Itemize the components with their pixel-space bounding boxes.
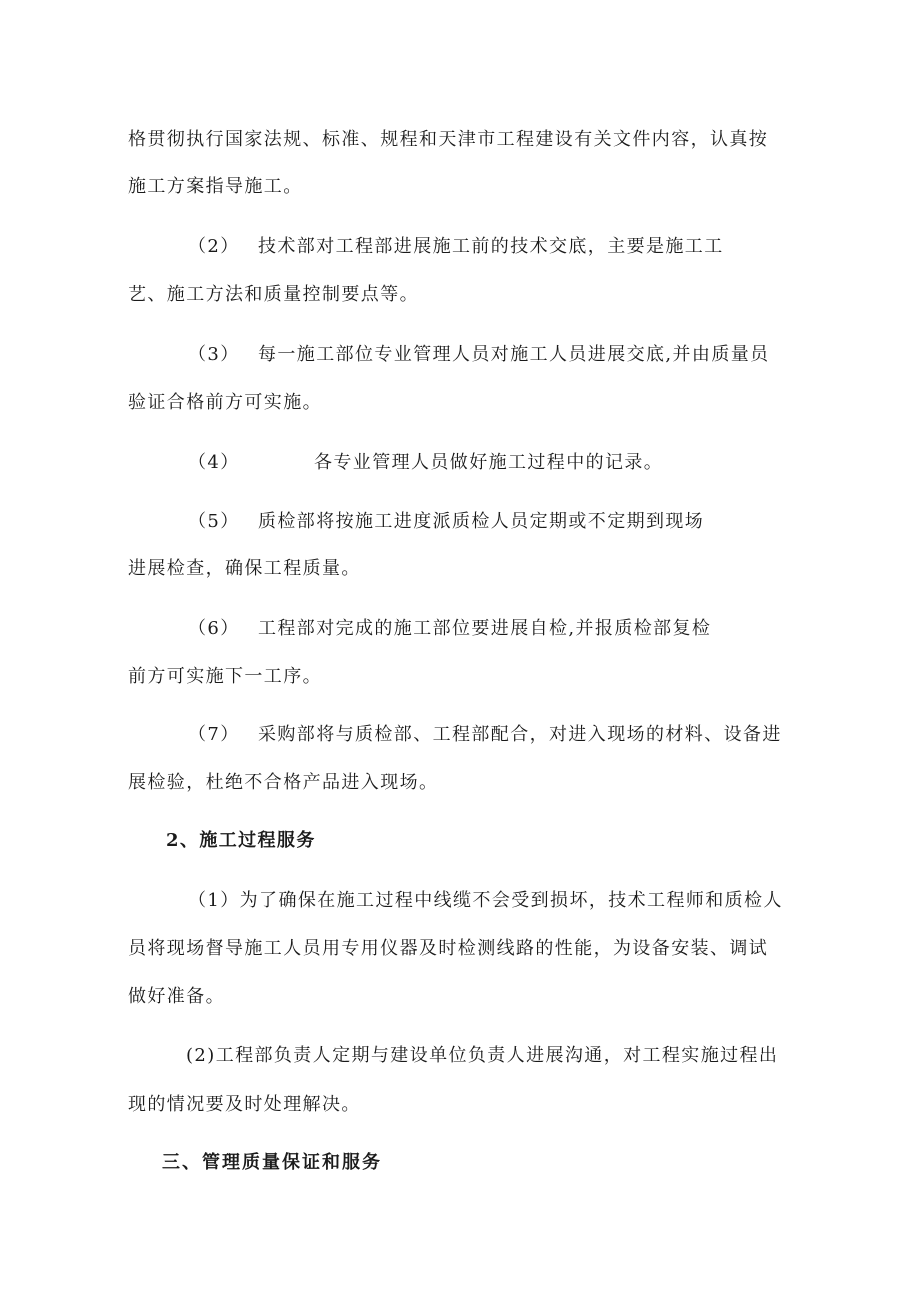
item-text: 技术部对工程部进展施工前的技术交底，主要是施工工 [258, 236, 724, 257]
item-text: 采购部将与质检部、工程部配合，对进入现场的材料、设备进 [258, 724, 782, 745]
item-5-continuation: 进展检查，确保工程质量。 [128, 558, 361, 579]
section-2-p2-line-2: 现的情况要及时处理解决。 [128, 1094, 361, 1115]
item-7-continuation: 展检验，杜绝不合格产品进入现场。 [128, 772, 439, 793]
item-text: 质检部将按施工进度派质检人员定期或不定期到现场 [258, 511, 705, 532]
item-number: （4） [188, 452, 240, 473]
item-6-continuation: 前方可实施下一工序。 [128, 666, 322, 687]
section-2-p1-line-2: 员将现场督导施工人员用专用仪器及时检测线路的性能，为设备安装、调试 [128, 938, 769, 959]
item-2-continuation: 艺、施工方法和质量控制要点等。 [128, 284, 419, 305]
item-3-continuation: 验证合格前方可实施。 [128, 392, 322, 413]
list-item-2 [188, 235, 724, 259]
item-text: 工程部对完成的施工部位要进展自检,并报质检部复检 [258, 618, 712, 639]
section-2-p1-line-1: （1）为了确保在施工过程中线缆不会受到损坏，技术工程师和质检人 [188, 890, 783, 911]
section-2-p1-line-3: 做好准备。 [128, 986, 225, 1007]
list-item-6 [188, 617, 711, 641]
item-text: 各专业管理人员做好施工过程中的记录。 [314, 452, 664, 473]
intro-line-1: 格贯彻执行国家法规、标准、规程和天津市工程建设有关文件内容，认真按 [128, 129, 769, 150]
list-item-3 [188, 343, 770, 367]
list-item-5 [188, 510, 704, 534]
item-number: （6） [188, 618, 240, 639]
item-text: 每一施工部位专业管理人员对施工人员进展交底,并由质量员 [258, 344, 770, 365]
item-number: （2） [188, 236, 240, 257]
section-2-p2-line-1: (2)工程部负责人定期与建设单位负责人进展沟通，对工程实施过程出 [186, 1045, 779, 1066]
section-3-heading: 三、管理质量保证和服务 [162, 1152, 382, 1173]
item-number: （7） [188, 724, 240, 745]
list-item-7 [188, 723, 782, 747]
section-2-heading: 2、施工过程服务 [166, 830, 316, 851]
item-number: （5） [188, 511, 240, 532]
list-item-4 [188, 451, 663, 475]
intro-line-2: 施工方案指导施工。 [128, 176, 303, 197]
item-number: （3） [188, 344, 240, 365]
